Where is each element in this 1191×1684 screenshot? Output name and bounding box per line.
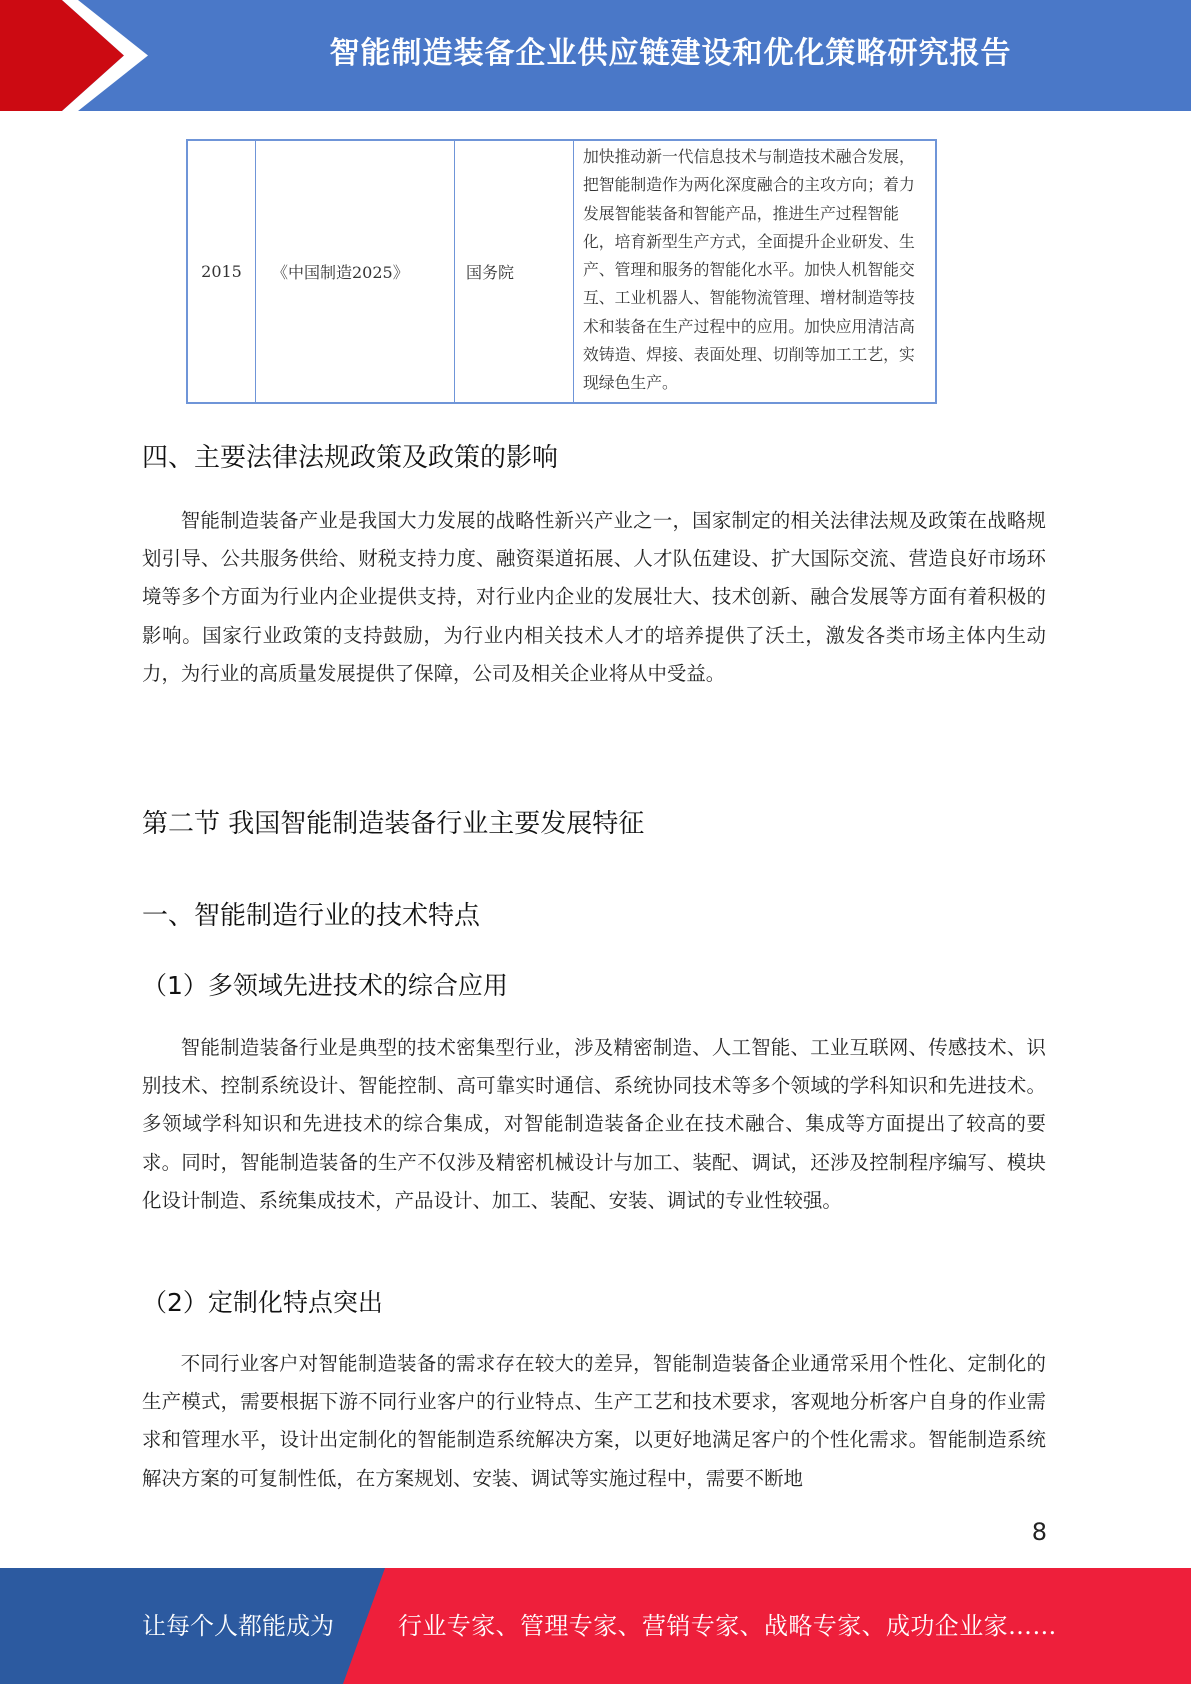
- footer-banner: [0, 1568, 1191, 1684]
- subheading-multi-domain: （1）多领域先进技术的综合应用: [142, 971, 508, 1000]
- policy-year: 2015: [187, 140, 256, 403]
- customization-paragraph: 不同行业客户对智能制造装备的需求存在较大的差异，智能制造装备企业通常采用个性化、定制化的生产模式，需要根据下游不同行业客户的行业特点、生产工艺和技术要求，客观地分析客户自身的作业需求和管理水平，设计出定制化的智能制造系统解决方案，以更好地满足客户的个性化需求。智能制造系统解决方案的可复制性低，在方案规划、安装、调试等实施过程中，需要不断地: [142, 1352, 1046, 1490]
- footer-slogan-right: 行业专家、管理专家、营销专家、战略专家、成功企业家……: [398, 1612, 1057, 1640]
- subheading-customization: （2）定制化特点突出: [142, 1288, 383, 1317]
- multi-domain-paragraph: 智能制造装备行业是典型的技术密集型行业，涉及精密制造、人工智能、工业互联网、传感技术、识别技术、控制系统设计、智能控制、高可靠实时通信、系统协同技术等多个领域的学科知识和先进技术。多领域学科知识和先进技术的综合集成，对智能制造装备企业在技术融合、集成等方面提出了较高的要求。同时，智能制造装备的生产不仅涉及精密机械设计与加工、装配、调试，还涉及控制程序编写、模块化设计制造、系统集成技术，产品设计、加工、装配、安装、调试的专业性较强。: [142, 1036, 1046, 1212]
- section-heading-policy-impact: 四、主要法律法规政策及政策的影响: [142, 443, 559, 473]
- report-title: 智能制造装备企业供应链建设和优化策略研究报告: [329, 36, 1012, 71]
- policy-table: [186, 139, 937, 404]
- chapter-heading: 第二节 我国智能制造装备行业主要发展特征: [142, 809, 645, 839]
- red-arrow-graphic: [0, 0, 150, 111]
- footer-slogan-left: 让每个人都能成为: [142, 1612, 334, 1640]
- policy-impact-paragraph: 智能制造装备产业是我国大力发展的战略性新兴产业之一，国家制定的相关法律法规及政策在战略规划引导、公共服务供给、财税支持力度、融资渠道拓展、人才队伍建设、扩大国际交流、营造良好市场环境等多个方面为行业内企业提供支持，对行业内企业的发展壮大、技术创新、融合发展等方面有着积极的影响。国家行业政策的支持鼓励，为行业内相关技术人才的培养提供了沃土，激发各类市场主体内生动力，为行业的高质量发展提供了保障，公司及相关企业将从中受益。: [142, 509, 1046, 685]
- header-banner: [0, 0, 1191, 111]
- section-heading-tech-features: 一、智能制造行业的技术特点: [142, 901, 481, 931]
- policy-content: 加快推动新一代信息技术与制造技术融合发展，把智能制造作为两化深度融合的主攻方向；着力发展智能装备和智能产品，推进生产过程智能化，培育新型生产方式，全面提升企业研发、生产、管理和服务的智能化水平。加快人机智能交互、工业机器人、智能物流管理、增材制造等技术和装备在生产过程中的应用。加快应用清洁高效铸造、焊接、表面处理、切削等加工工艺，实现绿色生产。: [574, 140, 937, 403]
- policy-issuer: 国务院: [455, 140, 574, 403]
- policy-name: 《中国制造2025》: [256, 140, 455, 403]
- table-row: [187, 140, 936, 403]
- page-number: 8: [1031, 1518, 1047, 1546]
